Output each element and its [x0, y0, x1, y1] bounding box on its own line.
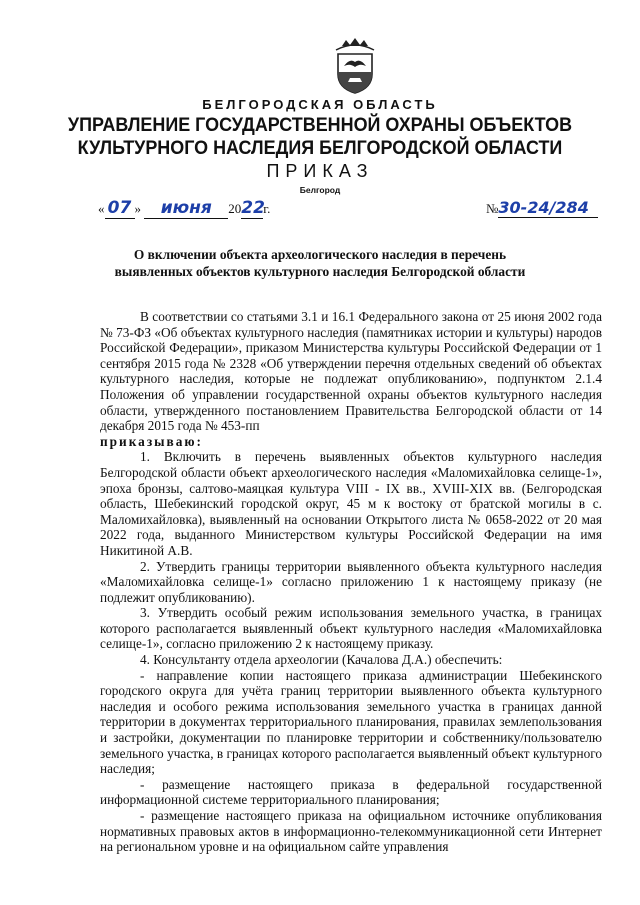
date-month: июня: [160, 198, 212, 218]
title-line2: выявленных объектов культурного наследия Белгородской области: [114, 264, 526, 279]
item-1: 1. Включить в перечень выявленных объектов культурного наследия Белгородской области объект археологического наследия «Маломихайловка селище-1», эпоха бронзы, салтово-маяцкая культура VIII - IX вв., XVIII-XIX вв. (Белгородская область, Шебекинский городской округ, 45 м к востоку от братской могилы в с. Маломихайловка), выявленный на основании Открытого листа № 0658-2022 от 20 мая 2022 года, выданного Министерством культуры Российской Федерации на имя Никитиной А.В.: [100, 449, 602, 558]
document-type: ПРИКАЗ: [266, 161, 374, 181]
number-prefix: №: [486, 201, 499, 216]
date-quote-close: »: [134, 201, 141, 216]
city-name: Белгород: [299, 185, 341, 195]
date-year-suffix: 22: [241, 198, 265, 218]
document-title: [60, 246, 580, 280]
department-name-line1: УПРАВЛЕНИЕ ГОСУДАРСТВЕННОЙ ОХРАНЫ ОБЪЕКТОВ: [67, 114, 573, 136]
item-4-sub-2: - размещение настоящего приказа в федеральной государственной информационной системе территориального планирования;: [100, 776, 602, 808]
date-quote-open: «: [98, 201, 105, 216]
coat-of-arms-emblem: [330, 36, 380, 94]
date-year-unit: г.: [263, 201, 271, 216]
item-4-sub-1: - направление копии настоящего приказа администрации Шебекинского городского округа для учёта границ территории выявленного объекта культурного наследия и особого режима использования земельного участка в границах данной территории в документах территориального планирования, правилах землепользования и застройки, документации по планировке территории и собственнику/пользователю земельного участка, в границах которого располагается выявленный объект культурного наследия;: [100, 667, 602, 777]
intro-paragraph: В соответствии со статьями 3.1 и 16.1 Федерального закона от 25 июня 2002 года № 73-ФЗ «Об объектах культурного наследия (памятниках истории и культуры) народов Российской Федерации», приказом Министерства культуры Российской Федерации от 1 сентября 2015 года № 2328 «Об утверждении перечня отдельных сведений об объектах культурного наследия, которые не подлежат опубликованию», подпунктом 2.1.4 Положения об управлении государственной охраны объектов культурного наследия области, утвержденного постановлением Правительства Белгородской области от 14 декабря 2015 года № 453-пп: [100, 309, 602, 434]
item-2: 2. Утвердить границы территории выявленного объекта культурного наследия «Маломихайловка селище-1» согласно приложению 1 к настоящему приказу (не подлежит опубликованию).: [100, 558, 602, 605]
number-value: 30-24/284: [498, 198, 589, 217]
document-body: [100, 309, 602, 855]
order-word: приказываю:: [100, 433, 203, 449]
department-name-line2: КУЛЬТУРНОГО НАСЛЕДИЯ БЕЛГОРОДСКОЙ ОБЛАСТИ: [77, 137, 563, 159]
title-line1: О включении объекта археологического наследия в перечень: [133, 247, 507, 262]
order-date: [98, 198, 270, 219]
item-4-sub-3: - размещение настоящего приказа на официальном источнике опубликования нормативных правовых актов в информационно-телекоммуникационной сети Интернет на региональном уровне и на официальном сайте управления: [100, 808, 602, 855]
item-4: 4. Консультанту отдела археологии (Качалова Д.А.) обеспечить:: [140, 652, 503, 668]
order-number: [486, 198, 598, 218]
date-day: 07: [107, 198, 132, 218]
item-3: 3. Утвердить особый режим использования земельного участка, в границах которого располагается выявленный объект культурного наследия «Маломихайловка селище-1», согласно приложению 2 к настоящему приказу.: [100, 605, 602, 652]
date-year-prefix: 20: [228, 201, 242, 216]
region-name: БЕЛГОРОДСКАЯ ОБЛАСТЬ: [202, 97, 438, 112]
